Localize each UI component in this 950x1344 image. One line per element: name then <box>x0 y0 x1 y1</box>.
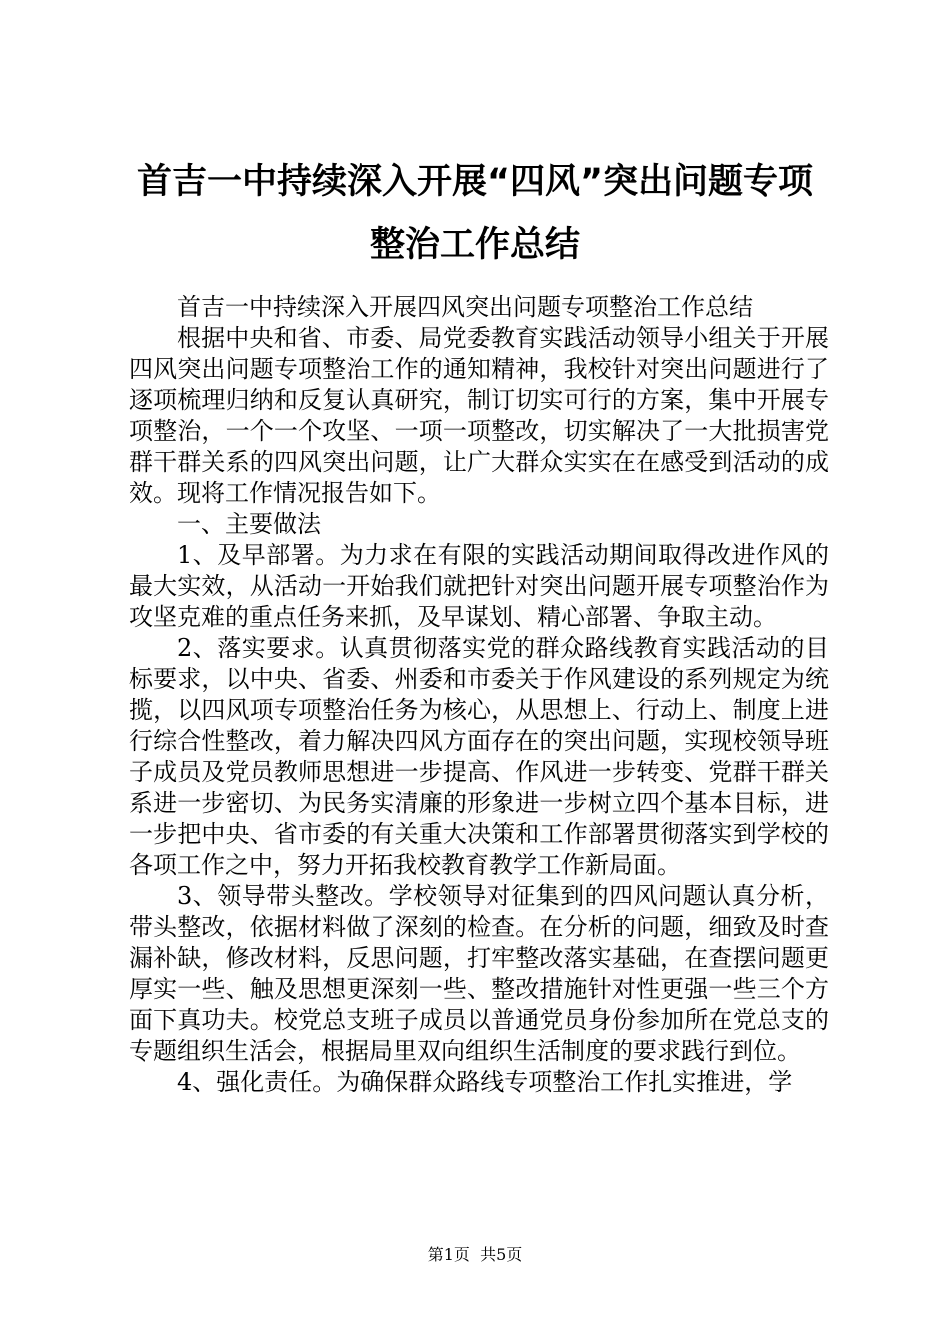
page-number: 第1页 <box>427 1245 470 1264</box>
paragraph-item-4: 4、强化责任。为确保群众路线专项整治工作扎实推进，学 <box>177 1068 793 1096</box>
paragraph-item-3: 3、领导带头整改。学校领导对征集到的四风问题认真分析，带头整改，依据材料做了深刻的检查。在分析的问题，细致及时查漏补缺，修改材料，反思问题，打牢整改落实基础，在查摆问题更厚实一些、触及思想更深刻一些、整改措施针对性更强一些三个方面下真功夫。校党总支班子成员以普通党员身份参加所在党总支的专题组织生活会，根据局里双向组织生活制度的要求践行到位。 <box>129 882 829 1065</box>
document-title-line-2: 整治工作总结 <box>369 225 580 265</box>
paragraph-intro: 根据中央和省、市委、局党委教育实践活动领导小组关于开展四风突出问题专项整治工作的通知精神，我校针对突出问题进行了逐项梳理归纳和反复认真研究，制订切实可行的方案，集中开展专项整治，一个一个攻坚、一项一项整改，切实解决了一大批损害党群干群关系的四风突出问题，让广大群众实实在在感受到活动的成效。现将工作情况报告如下。 <box>129 324 829 507</box>
document-title-line-1: 首吉一中持续深入开展“四风”突出问题专项 <box>136 162 813 202</box>
paragraph-item-1: 1、及早部署。为力求在有限的实践活动期间取得改进作风的最大实效，从活动一开始我们就把针对突出问题开展专项整治作为攻坚克难的重点任务来抓，及早谋划、精心部署、争取主动。 <box>129 541 829 631</box>
page-footer <box>0 1245 950 1265</box>
paragraph-item-2: 2、落实要求。认真贯彻落实党的群众路线教育实践活动的目标要求，以中央、省委、州委和市委关于作风建设的系列规定为统揽，以四风项专项整治任务为核心，从思想上、行动上、制度上进行综合性整改，着力解决四风方面存在的突出问题，实现校领导班子成员及党员教师思想进一步提高、作风进一步转变、党群干群关系进一步密切、为民务实清廉的形象进一步树立四个基本目标，进一步把中央、省市委的有关重大决策和工作部署贯彻落实到学校的各项工作之中，努力开拓我校教育教学工作新局面。 <box>129 634 829 879</box>
page-total: 共5页 <box>480 1245 523 1264</box>
document-body <box>129 292 829 1098</box>
paragraph-subtitle: 首吉一中持续深入开展四风突出问题专项整治工作总结 <box>177 293 753 321</box>
section-heading-main-practices: 一、主要做法 <box>177 510 321 538</box>
